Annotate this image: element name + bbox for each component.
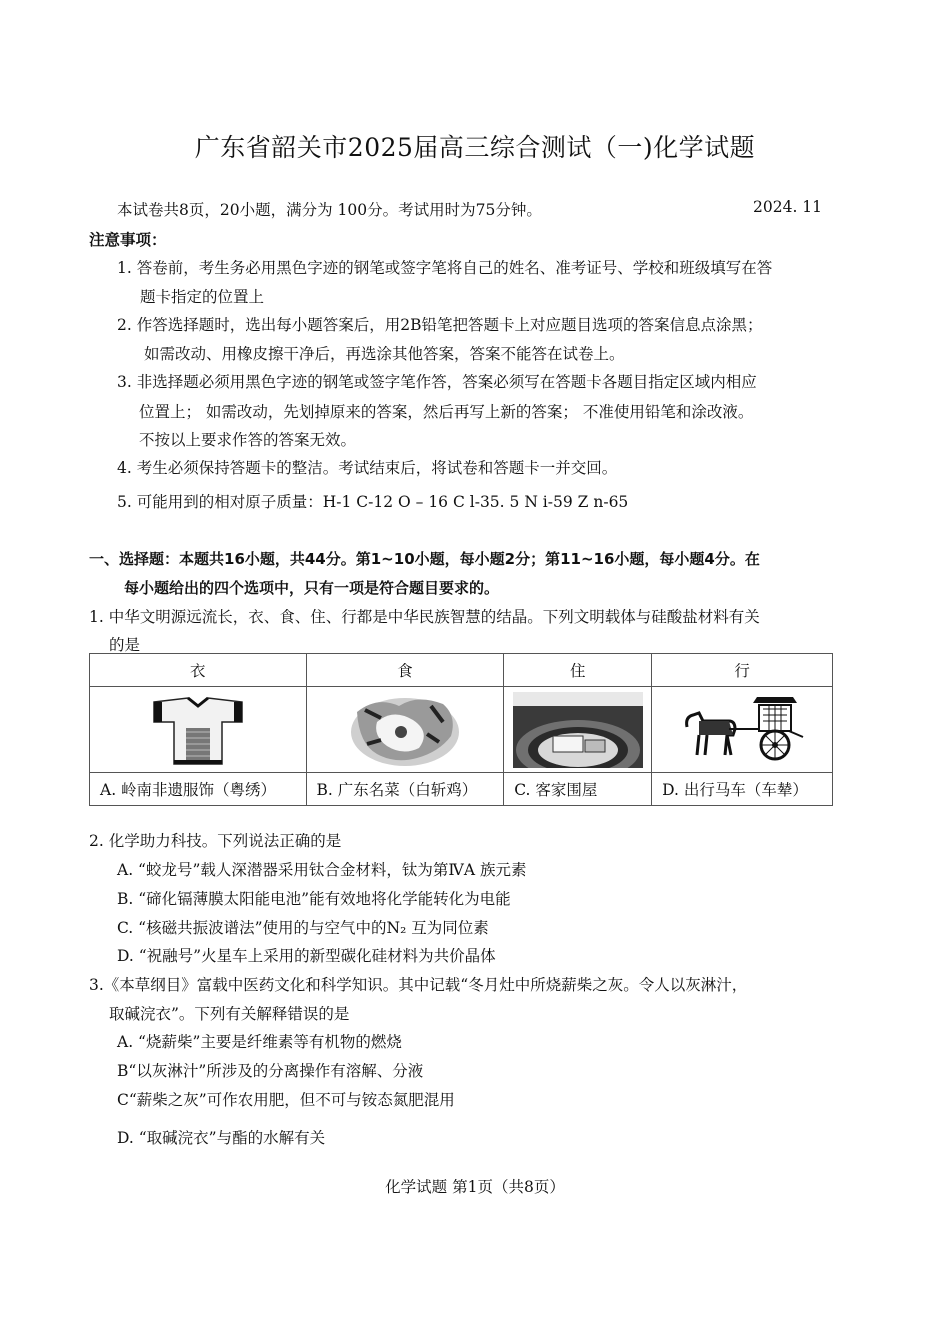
- option-caption: A. 岭南非遗服饰（粤绣）: [90, 773, 307, 806]
- q3-option: B“以灰淋汁”所涉及的分离操作有溶解、分液: [117, 1062, 424, 1080]
- q1-stem-cont: 的是: [109, 636, 141, 654]
- q3-option: C“薪柴之灰”可作农用肥，但不可与铵态氮肥混用: [117, 1091, 455, 1109]
- option-caption: C. 客家围屋: [504, 773, 652, 806]
- table-header: 食: [306, 654, 504, 687]
- q2-option: A. “蛟龙号”载人深潜器采用钛合金材料，钛为第ⅣA 族元素: [117, 861, 527, 879]
- q3-option: D. “取碱浣衣”与酯的水解有关: [117, 1129, 326, 1147]
- horse-carriage-image: [677, 695, 807, 765]
- option-caption: B. 广东名菜（白斩鸡）: [306, 773, 504, 806]
- exam-title: 广东省韶关市2025届高三综合测试（一)化学试题: [194, 133, 756, 162]
- q2-option: D. “祝融号”火星车上采用的新型碳化硅材料为共价晶体: [117, 947, 496, 965]
- section-heading: 一、选择题：本题共16小题，共44分。第1~10小题，每小题2分；第11~16小题，每小题4分。在: [89, 550, 760, 568]
- q3-stem: 3.《本草纲目》富载中医药文化和科学知识。其中记载“冬月灶中所烧薪柴之灰。令人以灰淋汁，: [89, 976, 748, 994]
- notice-line: 5. 可能用到的相对原子质量：H-1 C-12 O – 16 C l-35. 5 N i-59 Z n-65: [117, 493, 629, 511]
- q2-option: C. “核磁共振波谱法”使用的与空气中的N₂ 互为同位素: [117, 919, 489, 937]
- notice-line: 2. 作答选择题时，选出每小题答案后，用2B铅笔把答题卡上对应题目选项的答案信息点涂黑；: [117, 316, 763, 334]
- robe-image: [148, 692, 248, 768]
- option-caption: D. 出行马车（车辇）: [652, 773, 833, 806]
- q3-option: A. “烧薪柴”主要是纤维素等有机物的燃烧: [117, 1033, 402, 1051]
- notice-line: 如需改动、用橡皮擦干净后，再选涂其他答案，答案不能答在试卷上。: [144, 345, 625, 363]
- exam-date: 2024. 11: [753, 198, 823, 216]
- q1-stem: 1. 中华文明源远流长，衣、食、住、行都是中华民族智慧的结晶。下列文明载体与硅酸盐材料有关: [89, 608, 760, 626]
- notice-line: 1. 答卷前，考生务必用黑色字迹的钢笔或签字笔将自己的姓名、准考证号、学校和班级填写在答: [117, 259, 773, 277]
- notice-line: 不按以上要求作答的答案无效。: [139, 431, 357, 449]
- chicken-dish-image: [347, 692, 463, 768]
- q3-stem-cont: 取碱浣衣”。下列有关解释错误的是: [109, 1005, 350, 1023]
- q2-option: B. “碲化镉薄膜太阳能电池”能有效地将化学能转化为电能: [117, 890, 511, 908]
- notice-line: 4. 考生必须保持答题卡的整洁。考试结束后，将试卷和答题卡一并交回。: [117, 459, 618, 477]
- q1-options-table: [89, 653, 833, 806]
- notice-line: 3. 非选择题必须用黑色字迹的钢笔或签字笔作答，答案必须写在答题卡各题目指定区域内相应: [117, 373, 757, 391]
- q2-stem: 2. 化学助力科技。下列说法正确的是: [89, 832, 342, 850]
- table-header: 住: [504, 654, 652, 687]
- table-header: 行: [652, 654, 833, 687]
- table-header: 衣: [90, 654, 307, 687]
- round-house-image: [513, 692, 643, 768]
- section-heading-cont: 每小题给出的四个选项中，只有一项是符合题目要求的。: [124, 579, 500, 597]
- exam-intro: 本试卷共8页，20小题，满分为 100分。考试用时为75分钟。: [117, 201, 542, 219]
- notice-heading: 注意事项：: [89, 231, 167, 249]
- notice-line: 位置上； 如需改动，先划掉原来的答案，然后再写上新的答案； 不准使用铅笔和涂改液。: [139, 403, 754, 421]
- page-footer: 化学试题 第1页（共8页）: [385, 1178, 565, 1196]
- notice-line: 题卡指定的位置上: [140, 288, 265, 306]
